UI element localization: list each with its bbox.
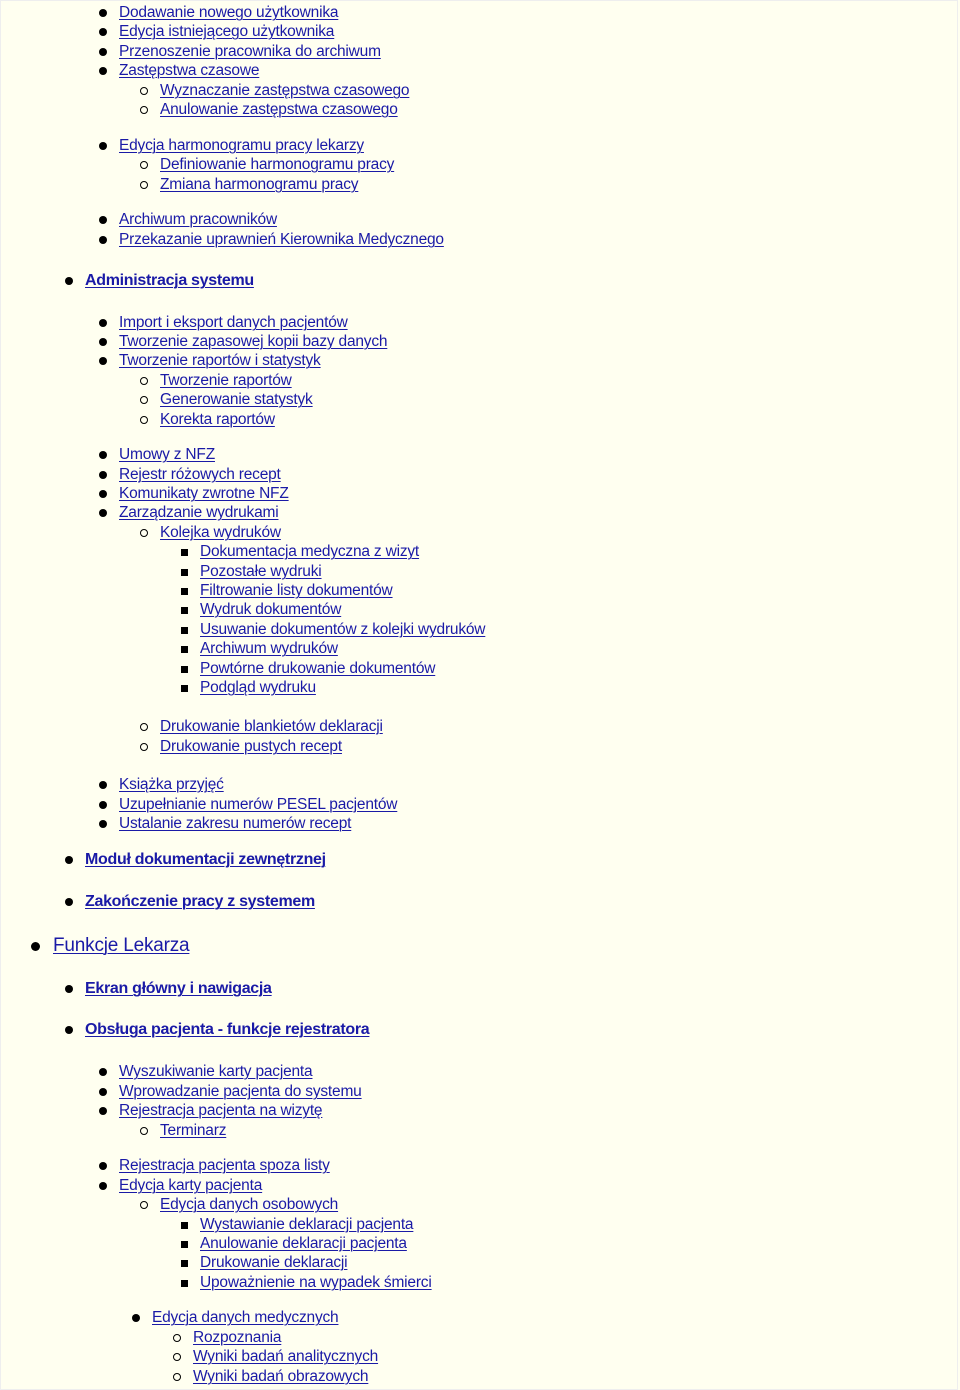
toc-link[interactable]: Zmiana harmonogramu pracy (160, 176, 359, 193)
toc-link[interactable]: Ekran główny i nawigacja (85, 980, 272, 997)
disc-bullet-icon (65, 1026, 73, 1034)
square-bullet-icon (181, 588, 188, 595)
toc-entry-rejestr-rozowych-recept (99, 465, 281, 485)
circle-bullet-icon (140, 1127, 148, 1135)
disc-bullet-icon (99, 236, 107, 244)
toc-entry-wyniki-badan-analitycznych (173, 1347, 378, 1367)
toc-entry-drukowanie-pustych-recept (140, 737, 342, 757)
toc-entry-drukowanie-blankietow-deklaracji (140, 717, 383, 737)
toc-link[interactable]: Przekazanie uprawnień Kierownika Medycznego (119, 231, 444, 248)
toc-link[interactable]: Przenoszenie pracownika do archiwum (119, 43, 381, 60)
disc-bullet-icon (65, 898, 73, 906)
toc-entry-anulowanie-zastepstwa-czasowego (140, 100, 398, 120)
toc-link[interactable]: Wyszukiwanie karty pacjenta (119, 1063, 313, 1080)
toc-entry-przekazanie-uprawnien-kierownika-medycznego (99, 230, 444, 250)
circle-bullet-icon (140, 106, 148, 114)
toc-link[interactable]: Wprowadzanie pacjenta do systemu (119, 1083, 362, 1100)
square-bullet-icon (181, 569, 188, 576)
disc-bullet-icon (99, 216, 107, 224)
disc-bullet-icon (65, 985, 73, 993)
circle-bullet-icon (140, 377, 148, 385)
toc-entry-modul-dokumentacji-zewnetrznej (65, 850, 326, 870)
toc-entry-wydruk-dokumentow (181, 600, 341, 620)
toc-link[interactable]: Edycja harmonogramu pracy lekarzy (119, 137, 364, 154)
disc-bullet-icon (99, 9, 107, 17)
toc-entry-obsluga-pacjenta-funkcje-rejestratora (65, 1020, 369, 1040)
disc-bullet-icon (99, 319, 107, 327)
toc-entry-edycja-danych-osobowych (140, 1195, 338, 1215)
disc-bullet-icon (99, 781, 107, 789)
disc-bullet-icon (99, 1182, 107, 1190)
disc-bullet-icon (99, 1162, 107, 1170)
circle-bullet-icon (140, 743, 148, 751)
toc-entry-komunikaty-zwrotne-nfz (99, 484, 289, 504)
toc-entry-edycja-karty-pacjenta (99, 1176, 262, 1196)
toc-link[interactable]: Drukowanie pustych recept (160, 738, 342, 755)
square-bullet-icon (181, 627, 188, 634)
toc-entry-wyznaczanie-zastepstwa-czasowego (140, 81, 409, 101)
toc-link[interactable]: Drukowanie blankietów deklaracji (160, 718, 383, 735)
toc-link[interactable]: Ustalanie zakresu numerów recept (119, 815, 352, 832)
circle-bullet-icon (140, 723, 148, 731)
toc-entry-usuwanie-dokumentow-z-kolejki-wydrukow (181, 620, 485, 640)
toc-link[interactable]: Edycja karty pacjenta (119, 1177, 263, 1194)
toc-entry-drukowanie-deklaracji (181, 1253, 347, 1273)
toc-entry-archiwum-pracownikow (99, 210, 277, 230)
toc-link[interactable]: Umowy z NFZ (119, 446, 215, 463)
toc-link[interactable]: Import i eksport danych pacjentów (119, 314, 348, 331)
toc-link[interactable]: Anulowanie zastępstwa czasowego (160, 101, 398, 118)
toc-entry-edycja-danych-medycznych (132, 1308, 338, 1328)
disc-bullet-icon (99, 28, 107, 36)
square-bullet-icon (181, 549, 188, 556)
toc-entry-archiwum-wydrukow (181, 639, 338, 659)
toc-entry-edycja-istniejacego-uzytkownika (99, 22, 334, 42)
disc-bullet-icon (99, 1107, 107, 1115)
circle-bullet-icon (140, 161, 148, 169)
toc-link[interactable]: Wyznaczanie zastępstwa czasowego (160, 82, 410, 99)
disc-bullet-icon (99, 1088, 107, 1096)
toc-link[interactable]: Archiwum pracowników (119, 211, 277, 228)
toc-entry-ustalanie-zakresu-numerow-recept (99, 814, 351, 834)
toc-link[interactable]: Generowanie statystyk (160, 391, 313, 408)
disc-bullet-icon (99, 820, 107, 828)
toc-entry-pozostale-wydruki (181, 562, 322, 582)
toc-entry-zmiana-harmonogramu-pracy (140, 175, 358, 195)
disc-bullet-icon (99, 509, 107, 517)
square-bullet-icon (181, 607, 188, 614)
circle-bullet-icon (173, 1334, 181, 1342)
toc-entry-tworzenie-zapasowej-kopii-bazy-danych (99, 332, 387, 352)
square-bullet-icon (181, 1222, 188, 1229)
toc-link[interactable]: Edycja danych osobowych (160, 1196, 339, 1213)
toc-entry-tworzenie-raportow-i-statystyk (99, 351, 321, 371)
toc-link[interactable]: Tworzenie zapasowej kopii bazy danych (119, 333, 388, 350)
toc-link[interactable]: Zakończenie pracy z systemem (85, 893, 315, 910)
toc-link[interactable]: Edycja istniejącego użytkownika (119, 23, 335, 40)
toc-entry-administracja-systemu (65, 271, 254, 291)
toc-entry-rejestracja-pacjenta-spoza-listy (99, 1156, 330, 1176)
circle-bullet-icon (173, 1373, 181, 1381)
toc-link[interactable]: Rozpoznania (193, 1329, 282, 1346)
toc-entry-filtrowanie-listy-dokumentow (181, 581, 393, 601)
disc-bullet-icon (65, 856, 73, 864)
square-bullet-icon (181, 666, 188, 673)
disc-bullet-icon (99, 471, 107, 479)
square-bullet-icon (181, 1260, 188, 1267)
toc-link[interactable]: Wydruk dokumentów (200, 601, 342, 618)
toc-entry-wystawianie-deklaracji-pacjenta (181, 1215, 413, 1235)
toc-link[interactable]: Usuwanie dokumentów z kolejki wydruków (200, 621, 486, 638)
disc-bullet-icon (99, 338, 107, 346)
toc-entry-funkcje-lekarza (31, 936, 189, 956)
toc-link[interactable]: Powtórne drukowanie dokumentów (200, 660, 436, 677)
square-bullet-icon (181, 1280, 188, 1287)
disc-bullet-icon (99, 801, 107, 809)
toc-link[interactable]: Dodawanie nowego użytkownika (119, 4, 339, 21)
toc-link[interactable]: Archiwum wydruków (200, 640, 338, 657)
circle-bullet-icon (140, 87, 148, 95)
toc-link[interactable]: Definiowanie harmonogramu pracy (160, 156, 395, 173)
toc-entry-zarzadzanie-wydrukami (99, 503, 278, 523)
toc-link[interactable]: Funkcje Lekarza (53, 935, 190, 956)
toc-entry-wyniki-badan-obrazowych (173, 1367, 368, 1387)
toc-entry-edycja-harmonogramu-pracy-lekarzy (99, 136, 364, 156)
circle-bullet-icon (140, 396, 148, 404)
toc-entry-rozpoznania (173, 1328, 281, 1348)
toc-link[interactable]: Tworzenie raportów (160, 372, 292, 389)
square-bullet-icon (181, 685, 188, 692)
disc-bullet-icon (99, 67, 107, 75)
toc-link[interactable]: Obsługa pacjenta - funkcje rejestratora (85, 1021, 370, 1038)
toc-link[interactable]: Pozostałe wydruki (200, 563, 322, 580)
toc-link[interactable]: Rejestracja pacjenta spoza listy (119, 1157, 330, 1174)
toc-link[interactable]: Drukowanie deklaracji (200, 1254, 348, 1271)
toc-entry-podglad-wydruku (181, 678, 316, 698)
toc-entry-kolejka-wydrukow (140, 523, 281, 543)
toc-entry-dodawanie-nowego-uzytkownika (99, 3, 338, 23)
disc-bullet-icon (31, 942, 40, 951)
toc-entry-umowy-z-nfz (99, 445, 215, 465)
toc-link[interactable]: Kolejka wydruków (160, 524, 281, 541)
disc-bullet-icon (132, 1314, 140, 1322)
disc-bullet-icon (99, 451, 107, 459)
disc-bullet-icon (99, 357, 107, 365)
toc-link[interactable]: Filtrowanie listy dokumentów (200, 582, 393, 599)
toc-entry-korekta-raportow (140, 410, 275, 430)
toc-entry-anulowanie-deklaracji-pacjenta (181, 1234, 407, 1254)
square-bullet-icon (181, 1241, 188, 1248)
toc-link[interactable]: Wystawianie deklaracji pacjenta (200, 1216, 414, 1233)
circle-bullet-icon (140, 529, 148, 537)
toc-link[interactable]: Zarządzanie wydrukami (119, 504, 279, 521)
toc-entry-wyszukiwanie-karty-pacjenta (99, 1062, 312, 1082)
toc-entry-ksiazka-przyjec (99, 775, 224, 795)
toc-entry-dokumentacja-medyczna-z-wizyt (181, 542, 419, 562)
toc-link[interactable]: Upoważnienie na wypadek śmierci (200, 1274, 432, 1291)
circle-bullet-icon (140, 181, 148, 189)
circle-bullet-icon (140, 1201, 148, 1209)
toc-entry-zakonczenie-pracy-z-systemem (65, 892, 315, 912)
toc-link[interactable]: Anulowanie deklaracji pacjenta (200, 1235, 407, 1252)
toc-entry-przenoszenie-pracownika-do-archiwum (99, 42, 381, 62)
toc-link[interactable]: Uzupełnianie numerów PESEL pacjentów (119, 796, 398, 813)
toc-link[interactable]: Edycja danych medycznych (152, 1309, 339, 1326)
disc-bullet-icon (99, 1068, 107, 1076)
toc-link[interactable]: Książka przyjęć (119, 776, 224, 793)
disc-bullet-icon (99, 490, 107, 498)
disc-bullet-icon (65, 277, 73, 285)
toc-entry-upowaznienie-na-wypadek-smierci (181, 1273, 432, 1293)
toc-entry-wprowadzanie-pacjenta-do-systemu (99, 1082, 362, 1102)
disc-bullet-icon (99, 142, 107, 150)
toc-link[interactable]: Rejestracja pacjenta na wizytę (119, 1102, 323, 1119)
circle-bullet-icon (173, 1353, 181, 1361)
toc-link[interactable]: Rejestr różowych recept (119, 466, 281, 483)
toc-link[interactable]: Moduł dokumentacji zewnętrznej (85, 851, 326, 868)
toc-link[interactable]: Podgląd wydruku (200, 679, 316, 696)
toc-entry-generowanie-statystyk (140, 390, 313, 410)
toc-entry-ekran-glowny-i-nawigacja (65, 979, 272, 999)
toc-entry-tworzenie-raportow (140, 371, 292, 391)
square-bullet-icon (181, 646, 188, 653)
toc-link[interactable]: Komunikaty zwrotne NFZ (119, 485, 289, 502)
toc-link[interactable]: Administracja systemu (85, 272, 254, 289)
toc-entry-zastepstwa-czasowe (99, 61, 259, 81)
toc-entry-definiowanie-harmonogramu-pracy (140, 155, 394, 175)
toc-link[interactable]: Tworzenie raportów i statystyk (119, 352, 321, 369)
toc-entry-terminarz (140, 1121, 226, 1141)
disc-bullet-icon (99, 48, 107, 56)
toc-link[interactable]: Wyniki badań analitycznych (193, 1348, 379, 1365)
toc-link[interactable]: Dokumentacja medyczna z wizyt (200, 543, 420, 560)
toc-link[interactable]: Zastępstwa czasowe (119, 62, 260, 79)
toc-link[interactable]: Terminarz (160, 1122, 227, 1139)
circle-bullet-icon (140, 416, 148, 424)
toc-entry-import-i-eksport-danych-pacjentow (99, 313, 348, 333)
toc-entry-powtorne-drukowanie-dokumentow (181, 659, 435, 679)
toc-link[interactable]: Korekta raportów (160, 411, 275, 428)
toc-entry-uzupelnianie-numerow-pesel-pacjentow (99, 795, 397, 815)
toc-link[interactable]: Wyniki badań obrazowych (193, 1368, 369, 1385)
toc-entry-rejestracja-pacjenta-na-wizyte (99, 1101, 322, 1121)
